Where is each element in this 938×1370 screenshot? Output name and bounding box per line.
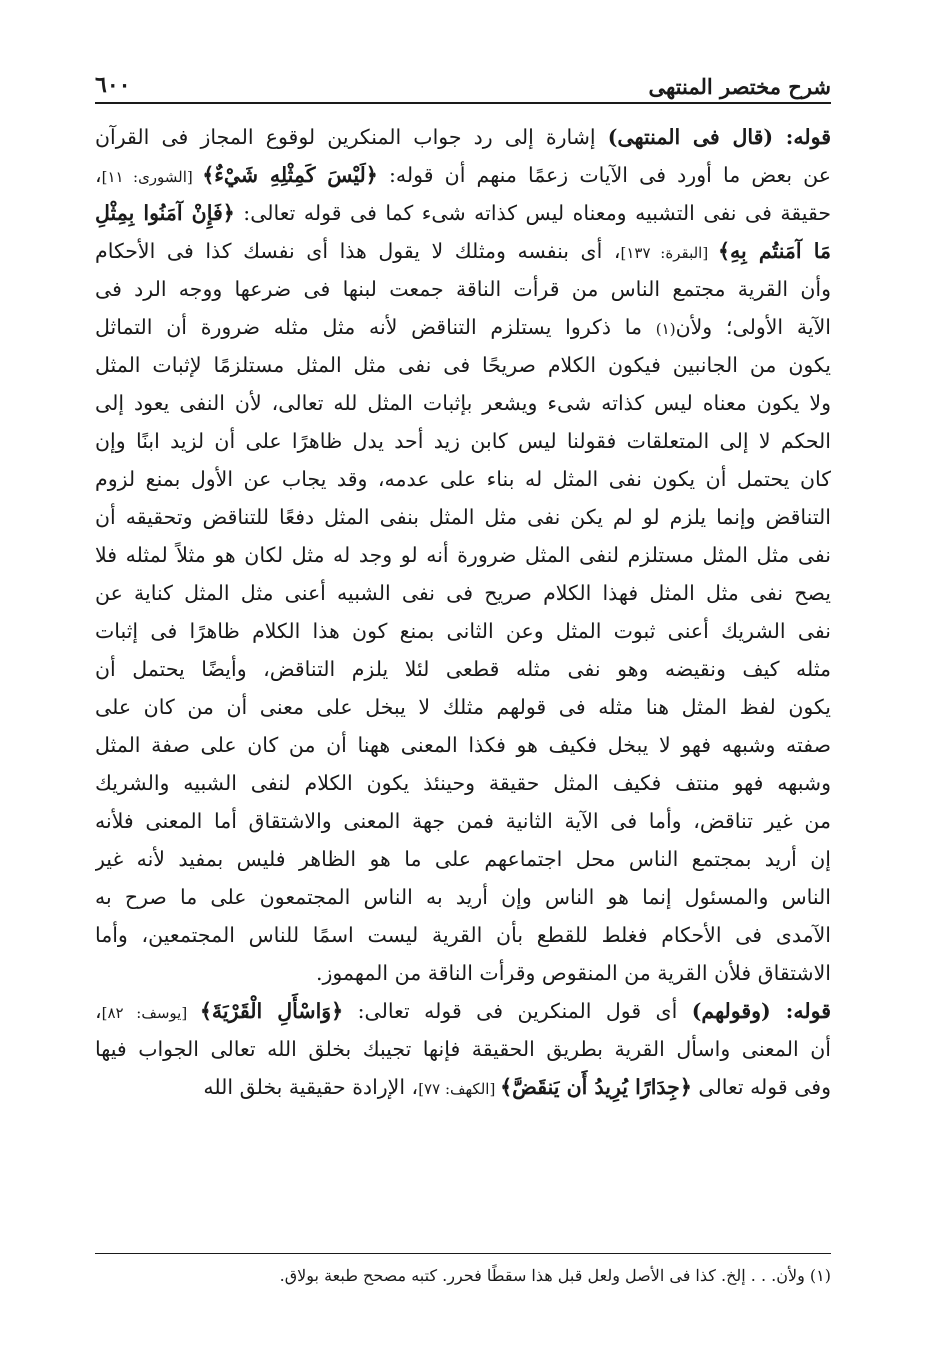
text-segment: يكون لفظ المثل هنا مثله فى قولهم مثلك لا يبخل على معنى أن من كان على xyxy=(95,695,831,719)
text-line xyxy=(95,764,831,802)
verse-reference: [الشورى: ١١] xyxy=(101,168,203,186)
text-line xyxy=(95,992,831,1030)
text-segment: ، الإرادة حقيقية بخلق الله xyxy=(203,1075,419,1099)
text-line xyxy=(95,156,831,194)
text-line xyxy=(95,1030,831,1068)
text-line xyxy=(95,308,831,346)
verse-reference: (١) xyxy=(655,320,676,338)
text-line xyxy=(95,460,831,498)
text-line xyxy=(95,422,831,460)
text-segment: وشبهه فهو منتف فكيف المثل حقيقة وحينئذ يكون الكلام لنفى الشبيه والشريك xyxy=(95,771,831,795)
text-line xyxy=(95,574,831,612)
text-line xyxy=(95,916,831,954)
text-segment: مثله كيف ونقيضه وهو نفى مثله قطعى لئلا يلزم التناقض، وأيضًا يحتمل أن xyxy=(95,657,831,681)
text-segment: إن أريد بمجتمع الناس محل اجتماعهم على ما هو الظاهر فليس بمفيد لأنه غير xyxy=(95,847,831,871)
text-segment: ولا يكون معناه ليس كذاته شىء ويشعر بإثبات المثل لله تعالى، لأن النفى يعود إلى xyxy=(95,391,831,415)
text-segment: الناس والمسئول إنما هو الناس وإن أريد به الناس المجتمعون على ما صرح به xyxy=(95,885,831,909)
footnote: (١) ولأن. . . إلخ. كذا فى الأصل ولعل قبل هذا سقطًا فحرر. كتبه مصحح طبعة بولاق. xyxy=(279,1266,831,1285)
text-segment: يصح نفى مثل المثل فهذا الكلام صريح فى نفى الشبيه أعنى مثل المثل كناية عن xyxy=(95,581,831,605)
text-line xyxy=(95,650,831,688)
text-line xyxy=(95,498,831,536)
quran-verse: ﴿فَإِنْ آمَنُوا بِمِثْلِ xyxy=(95,201,235,225)
text-line xyxy=(95,1068,831,1106)
text-segment: نفى مثل المثل مستلزم لنفى المثل ضرورة أنه لو وجد له مثل لكان هو مثلاً لمثله فلا xyxy=(95,543,831,567)
text-line xyxy=(95,194,831,232)
text-segment: الآية الأولى؛ ولأن xyxy=(675,315,831,339)
text-segment: التناقض وإنما يلزم لو لم يكن نفى مثل المثل بنفى المثل دفعًا للتناقض وتحقيقه أن xyxy=(95,505,831,529)
quran-verse: ﴿لَيْسَ كَمِثْلِهِ شَيْءٌ﴾ xyxy=(202,163,378,187)
running-title: شرح مختصر المنتهى xyxy=(648,74,831,99)
verse-reference: [يوسف: ٨٢] xyxy=(101,1004,200,1022)
text-segment: وفى قوله تعالى xyxy=(691,1075,831,1099)
verse-reference: [البقرة: ١٣٧] xyxy=(620,244,719,262)
text-segment: ، xyxy=(95,999,102,1023)
text-segment: الآمدى فى الأحكام فغلط للقطع بأن القرية ليست اسمًا للناس المجتمعين، وأما xyxy=(95,923,831,947)
page-header xyxy=(95,62,831,104)
text-segment: حقيقة فى نفى التشبيه ومعناه ليس كذاته شىء كما فى قوله تعالى: xyxy=(234,201,831,225)
footnote-divider xyxy=(95,1253,831,1254)
text-line xyxy=(95,536,831,574)
text-segment: ، أى بنفسه ومثلك لا يقول هذا أى نفسك كذا فى الأحكام xyxy=(95,239,621,263)
text-line xyxy=(95,802,831,840)
text-line xyxy=(95,232,831,270)
text-line xyxy=(95,346,831,384)
text-segment: الحكم لا إلى المتعلقات فقولنا ليس كابن زيد أحد يدل ظاهرًا على أن لزيد ابنًا وإن xyxy=(95,429,831,453)
bold-lead-phrase: قوله: (وقولهم) xyxy=(691,999,831,1023)
text-segment: أن المعنى واسأل القرية بطريق الحقيقة فإنها تجيبك بخلق الله تعالى الجواب فيها xyxy=(95,1037,831,1061)
text-segment: يكون من الجانبين فيكون الكلام صريحًا فى نفى مثل المثل مستلزمًا لإثبات المثل xyxy=(95,353,831,377)
text-segment: الاشتقاق فلأن القرية من المنقوص وقرأت الناقة من المهموز. xyxy=(316,961,831,985)
text-segment: ما ذكروا يستلزم التناقض لأنه مثل مثله ضرورة أن التماثل xyxy=(95,315,656,339)
text-segment: ، xyxy=(95,163,102,187)
text-segment: أى قول المنكرين فى قوله تعالى: xyxy=(343,999,692,1023)
verse-reference: [الكهف: ٧٧] xyxy=(418,1080,501,1098)
main-text xyxy=(95,118,831,1106)
text-line xyxy=(95,878,831,916)
text-segment: كان يحتمل أن يكون نفى المثل له بناء على عدمه، وقد يجاب عن الأول بمنع لزوم xyxy=(95,467,831,491)
text-segment: صفته وشبهه فهو لا يبخل فكيف هو فكذا المعنى ههنا أن من كان على صفة المثل xyxy=(95,733,831,757)
bold-lead-phrase: قوله: (قال فى المنتهى) xyxy=(607,125,831,149)
quran-verse: ﴿وَاسْأَلِ الْقَرْيَةَ﴾ xyxy=(199,999,344,1023)
text-segment: إشارة إلى رد جواب المنكرين لوقوع المجاز فى القرآن xyxy=(95,125,608,149)
text-line xyxy=(95,270,831,308)
text-line xyxy=(95,726,831,764)
quran-verse: مَا آمَنتُم بِهِ﴾ xyxy=(718,239,831,263)
page-number: ٦٠٠ xyxy=(95,72,131,98)
quran-verse: ﴿جِدَارًا يُرِيدُ أَن يَنقَضَّ﴾ xyxy=(500,1075,692,1099)
text-line xyxy=(95,118,831,156)
text-segment: نفى الشريك أعنى ثبوت المثل وعن الثانى بمنع كون هذا الكلام ظاهرًا فى إثبات xyxy=(95,619,831,643)
text-segment: من غير تناقض، وأما فى الآية الثانية فمن جهة المعنى والاشتقاق أما المعنى فلأنه xyxy=(95,809,831,833)
text-line xyxy=(95,840,831,878)
text-segment: عن بعض ما أورد فى الآيات زعمًا منهم أن قوله: xyxy=(377,163,831,187)
text-line xyxy=(95,612,831,650)
text-line xyxy=(95,688,831,726)
text-segment: وأن القرية مجتمع الناس من قرأت الناقة جمعت لبنها فى ضرعها ووجه الرد فى xyxy=(95,277,831,301)
text-line xyxy=(95,954,831,992)
text-line xyxy=(95,384,831,422)
